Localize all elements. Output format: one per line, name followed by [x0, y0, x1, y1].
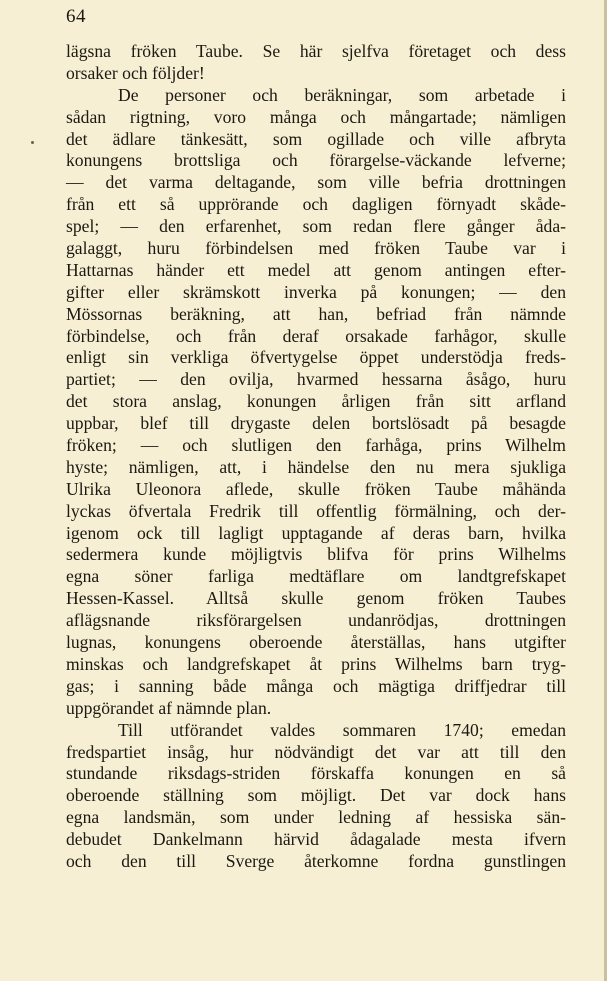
- text-line: oberoende ställning som möjligt. Det var dock hans: [66, 785, 566, 806]
- text-line: egna landsmän, som under ledning af hessiska sän-: [66, 807, 566, 828]
- text-line: aflägsnande riksförargelsen undanrödjas, drottningen: [66, 610, 566, 631]
- text-line: stundande riksdags-striden förskaffa konungen en så: [66, 763, 566, 784]
- text-line: konungens brottsliga och förargelse-väckande lefverne;: [66, 150, 566, 171]
- text-line: enligt sin verkliga öfvertygelse öppet understödja freds-: [66, 347, 566, 368]
- text-line: partiet; — den ovilja, hvarmed hessarna åsågo, huru: [66, 369, 566, 390]
- text-line: fredspartiet insåg, hur nödvändigt det var att till den: [66, 741, 566, 762]
- paragraph-start-line: Till utförandet valdes sommaren 1740; emedan: [118, 719, 566, 740]
- text-line: minskas och landgrefskapet åt prins Wilhelms barn tryg-: [66, 653, 566, 674]
- text-line: gas; i sanning både många och mägtiga driffjedrar till: [66, 675, 566, 696]
- text-line: uppbar, blef till drygaste delen bortslösadt på besagde: [66, 413, 566, 434]
- text-line: förbindelse, och från deraf orsakade farhågor, skulle: [66, 325, 566, 346]
- text-line: lugnas, konungens oberoende återställas, hans utgifter: [66, 632, 566, 653]
- text-line: det ädlare tänkesätt, som ogillade och ville afbryta: [66, 128, 566, 149]
- text-line: spel; — den erfarenhet, som redan flere gånger åda-: [66, 216, 566, 237]
- text-line: och den till Sverge återkomne fordna gunstlingen: [66, 850, 566, 871]
- text-line: från ett så upprörande och dagligen förnyadt skåde-: [66, 194, 566, 215]
- text-line: fröken; — och slutligen den farhåga, prins Wilhelm: [66, 435, 566, 456]
- text-line: Mössornas beräkning, att han, befriad från nämnde: [66, 303, 566, 324]
- text-line: Hattarnas händer ett medel att genom antingen efter-: [66, 259, 566, 280]
- text-line: sedermera kunde möjligtvis blifva för prins Wilhelms: [66, 544, 566, 565]
- paragraph-start-line: De personer och beräkningar, som arbetade i: [118, 84, 566, 105]
- text-line: sådan rigtning, voro många och mångartade; nämligen: [66, 106, 566, 127]
- text-line: lyckas öfvertala Fredrik till offentlig förmälning, och der-: [66, 500, 566, 521]
- text-line: Ulrika Uleonora aflede, skulle fröken Taube måhända: [66, 478, 566, 499]
- page-number: 64: [66, 6, 86, 27]
- text-line: — det varma deltagande, som ville befria drottningen: [66, 172, 566, 193]
- text-line: uppgörandet af nämnde plan.: [66, 697, 272, 718]
- text-line: lägsna fröken Taube. Se här sjelfva företaget och dess: [66, 41, 566, 61]
- text-line: det stora anslag, konungen årligen från sitt arfland: [66, 391, 566, 412]
- text-line: gifter eller skrämskott inverka på konungen; — den: [66, 281, 566, 302]
- text-line: hyste; nämligen, att, i händelse den nu mera sjukliga: [66, 456, 566, 477]
- text-line: igenom ock till lagligt upptagande af deras barn, hvilka: [66, 522, 566, 543]
- text-line: orsaker och följder!: [66, 62, 205, 83]
- text-line: Hessen-Kassel. Alltså skulle genom fröken Taubes: [66, 588, 566, 609]
- body-text: [66, 41, 566, 873]
- text-line: galaggt, huru förbindelsen med fröken Taube var i: [66, 238, 566, 259]
- margin-speck: [31, 141, 34, 144]
- text-line: debudet Dankelmann härvid ådagalade mesta ifvern: [66, 829, 566, 850]
- text-line: egna söner farliga medtäflare om landtgrefskapet: [66, 566, 566, 587]
